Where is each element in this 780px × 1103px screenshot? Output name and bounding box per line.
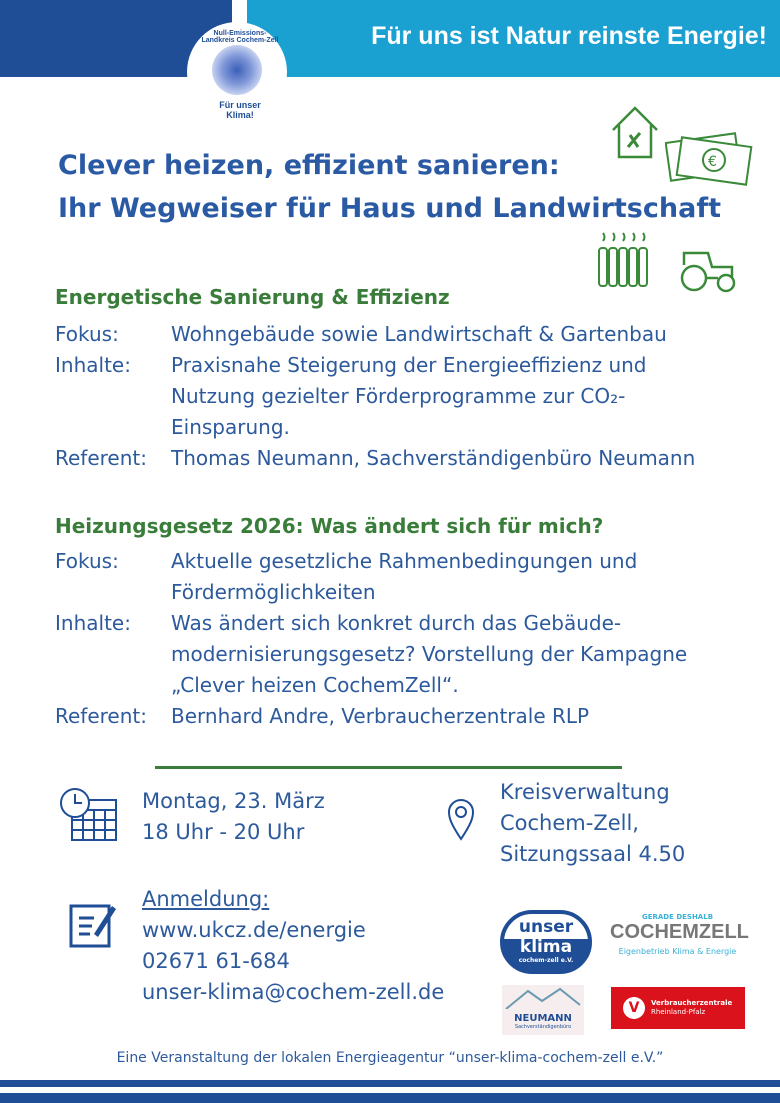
logo-text: Eigenbetrieb Klima & Energie xyxy=(618,947,737,956)
logo-text: Verbraucherzentrale xyxy=(651,999,733,1007)
location-line: Kreisverwaltung xyxy=(500,780,670,804)
row-inhalte xyxy=(55,608,745,701)
logo-dots-icon xyxy=(212,45,262,95)
title xyxy=(58,144,721,230)
footer-text: Eine Veranstaltung der lokalen Energieagentur “unser-klima-cochem-zell e.V.” xyxy=(116,1050,664,1066)
logo-text: cochem-zell e.V. xyxy=(518,957,574,964)
label: Fokus: xyxy=(55,322,119,346)
row-referent xyxy=(55,443,745,474)
section-heading: Energetische Sanierung & Effizienz xyxy=(55,285,450,309)
location-line: Sitzungssaal 4.50 xyxy=(500,842,686,866)
calendar-clock-icon xyxy=(58,786,120,844)
svg-text:€: € xyxy=(708,154,717,170)
row-referent xyxy=(55,701,745,732)
logo-text: GERADE DESHALB xyxy=(641,913,714,921)
cochemzell-logo xyxy=(610,913,749,956)
roof-icon xyxy=(502,985,584,1009)
row-fokus xyxy=(55,546,745,608)
event-location xyxy=(500,777,685,870)
value: Was ändert sich konkret durch das Gebäude-modernisierungsgesetz? Vorstellung der Kampagne „Clever heizen CochemZell“. xyxy=(171,611,688,697)
event-date-time xyxy=(142,786,325,848)
label: Fokus: xyxy=(55,549,119,573)
radiator-icon xyxy=(595,230,653,292)
label: Inhalte: xyxy=(55,611,131,635)
row-inhalte xyxy=(55,350,745,443)
footer-bar xyxy=(0,1093,780,1103)
title-line2: Ihr Wegweiser für Haus und Landwirtschaft xyxy=(58,193,721,224)
section-heizungsgesetz xyxy=(55,514,745,732)
logo-text: COCHEMZELL xyxy=(610,921,749,943)
registration-email[interactable]: unser-klima@cochem-zell.de xyxy=(142,980,445,1004)
verbraucherzentrale-logo xyxy=(611,987,745,1029)
vz-v-icon: V xyxy=(623,997,645,1019)
footer-bar xyxy=(0,1080,780,1087)
registration-label: Anmeldung: xyxy=(142,887,270,911)
value: Thomas Neumann, Sachverständigenbüro Neumann xyxy=(171,446,696,470)
event-date: Montag, 23. März xyxy=(142,789,325,813)
registration-url[interactable]: www.ukcz.de/energie xyxy=(142,918,366,942)
label: Referent: xyxy=(55,446,147,470)
unser-klima-logo xyxy=(500,910,592,974)
neumann-logo xyxy=(502,985,584,1035)
location-pin-icon xyxy=(446,798,476,842)
divider xyxy=(155,766,622,769)
label: Inhalte: xyxy=(55,353,131,377)
registration xyxy=(142,884,444,1008)
event-time: 18 Uhr - 20 Uhr xyxy=(142,820,305,844)
logo-text-top: Null-Emissions-Landkreis Cochem-Zell xyxy=(201,30,279,44)
section-heading: Heizungsgesetz 2026: Was ändert sich für mich? xyxy=(55,514,604,538)
value: Bernhard Andre, Verbraucherzentrale RLP xyxy=(171,704,590,728)
logo-text: klima xyxy=(519,937,573,957)
row-fokus xyxy=(55,319,745,350)
logo-text: NEUMANN xyxy=(514,1013,572,1024)
section-sanierung xyxy=(55,285,745,474)
location-line: Cochem-Zell, xyxy=(500,811,639,835)
logo-text: Sachverständigenbüro xyxy=(514,1024,572,1030)
value: Wohngebäude sowie Landwirtschaft & Gartenbau xyxy=(171,322,667,346)
registration-form-icon xyxy=(68,900,118,950)
logo-text: Rheinland-Pfalz xyxy=(651,1008,706,1016)
logo-text-bottom: Für unser Klima! xyxy=(219,100,261,120)
value: Praxisnahe Steigerung der Energieeffizienz und Nutzung gezielter Förderprogramme zur CO₂-Einsparung. xyxy=(171,353,647,439)
logo-text: unser xyxy=(518,917,574,937)
slogan: Für uns ist Natur reinste Energie! xyxy=(371,22,767,50)
value: Aktuelle gesetzliche Rahmenbedingungen und Fördermöglichkeiten xyxy=(171,549,638,604)
label: Referent: xyxy=(55,704,147,728)
title-line1: Clever heizen, effizient sanieren: xyxy=(58,150,560,181)
registration-phone: 02671 61-684 xyxy=(142,949,290,973)
